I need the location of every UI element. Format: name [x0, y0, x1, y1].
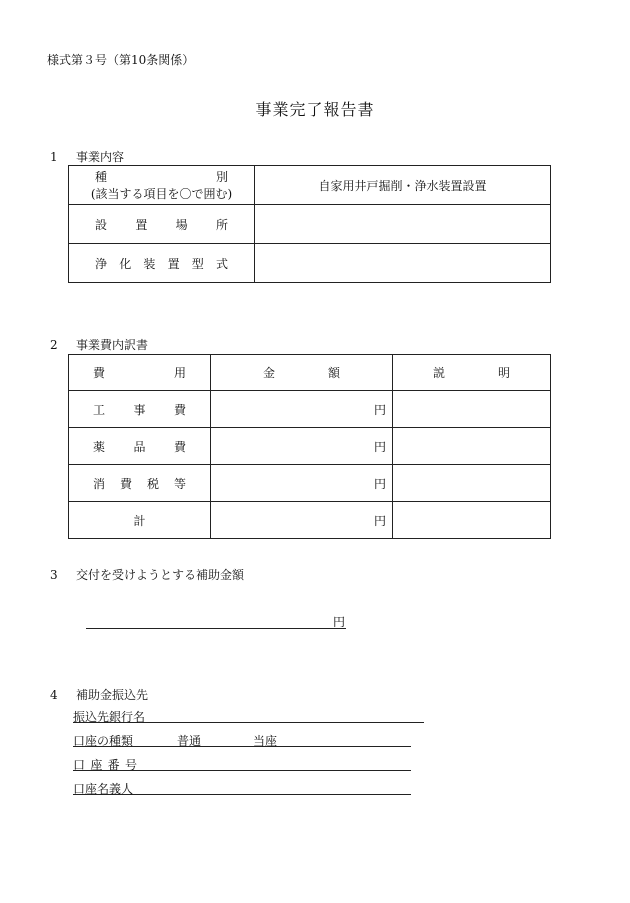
table-row: [69, 205, 551, 244]
header-char: 金: [263, 366, 276, 380]
construction-cost-label: [69, 391, 211, 428]
label-char: 工: [93, 402, 106, 417]
header-description: [393, 355, 551, 391]
account-type-current[interactable]: 当座: [253, 734, 278, 748]
header-char: 額: [327, 366, 340, 380]
table-row: [69, 428, 551, 465]
section-3-title: 交付を受けようとする補助金額: [76, 568, 245, 582]
label-char: 座: [90, 758, 103, 772]
section-2-number: 2: [50, 338, 58, 352]
header-char: 費: [93, 366, 106, 380]
tax-amount[interactable]: 円: [211, 465, 393, 502]
type-label-note: (該当する項目を〇で囲む): [90, 187, 233, 201]
location-label-char: 所: [215, 217, 228, 232]
section-1-heading: [50, 148, 124, 165]
subsidy-amount-field[interactable]: [86, 612, 346, 629]
label-char: 薬: [93, 439, 106, 454]
section-4-title: 補助金振込先: [76, 688, 149, 702]
section-4-number: 4: [50, 688, 58, 702]
model-label-char: 装: [143, 256, 156, 271]
section-3-number: 3: [50, 568, 58, 582]
label-char: 消: [93, 476, 106, 491]
location-label-cell: [69, 205, 255, 244]
type-value-cell[interactable]: 自家用井戸掘削・浄水装置設置: [255, 166, 551, 205]
form-number: 様式第３号（第10条関係）: [47, 53, 195, 67]
bank-name-label: 振込先銀行名: [73, 710, 146, 724]
subsidy-amount-unit: 円: [333, 615, 346, 629]
chemical-cost-description[interactable]: [393, 428, 551, 465]
location-value-cell[interactable]: [255, 205, 551, 244]
model-label-char: 化: [119, 256, 132, 271]
section-4-heading: [50, 686, 148, 703]
account-type-label: 口座の種類: [73, 734, 134, 748]
total-description[interactable]: [393, 502, 551, 539]
model-label-cell: [69, 244, 255, 283]
label-char: 費: [119, 476, 132, 491]
label-char: 費: [173, 439, 186, 454]
location-label-char: 場: [175, 217, 188, 232]
tax-description[interactable]: [393, 465, 551, 502]
account-type-ordinary[interactable]: 普通: [177, 734, 202, 748]
label-char: 番: [107, 758, 120, 772]
label-char: 口: [73, 758, 86, 772]
table-header-row: [69, 355, 551, 391]
model-label-char: 式: [215, 256, 228, 271]
section-2-title: 事業費内訳書: [76, 338, 149, 352]
table-row: [69, 391, 551, 428]
construction-cost-description[interactable]: [393, 391, 551, 428]
table-row: [69, 502, 551, 539]
location-label-char: 設: [95, 217, 108, 232]
table-row: [69, 244, 551, 283]
label-char: 品: [133, 439, 146, 454]
label-char: 号: [124, 758, 137, 772]
type-label-char: 種: [95, 170, 108, 184]
construction-cost-amount[interactable]: 円: [211, 391, 393, 428]
cost-breakdown-table: [68, 354, 551, 539]
chemical-cost-amount[interactable]: 円: [211, 428, 393, 465]
page-title: 事業完了報告書: [255, 100, 375, 119]
section-1-number: 1: [50, 150, 58, 164]
section-3-heading: [50, 566, 244, 583]
header-char: 明: [497, 366, 510, 380]
model-label-char: 浄: [95, 256, 108, 271]
type-label-cell: [69, 166, 255, 205]
business-content-table: [68, 165, 551, 283]
type-label-char: 別: [215, 170, 228, 184]
model-value-cell[interactable]: [255, 244, 551, 283]
tax-label: [69, 465, 211, 502]
account-holder-label: 口座名義人: [73, 782, 134, 796]
header-char: 説: [433, 366, 446, 380]
section-2-heading: [50, 336, 148, 353]
label-char: 等: [173, 476, 186, 491]
total-label: 計: [69, 502, 211, 539]
label-char: 事: [133, 402, 146, 417]
label-char: 税: [146, 476, 159, 491]
header-amount: [211, 355, 393, 391]
table-row: [69, 166, 551, 205]
total-amount[interactable]: 円: [211, 502, 393, 539]
section-1-title: 事業内容: [76, 150, 125, 164]
chemical-cost-label: [69, 428, 211, 465]
model-label-char: 型: [191, 256, 204, 271]
header-char: 用: [173, 366, 186, 380]
header-cost-item: [69, 355, 211, 391]
account-number-label: [73, 756, 137, 773]
location-label-char: 置: [135, 217, 148, 232]
label-char: 費: [173, 402, 186, 417]
table-row: [69, 465, 551, 502]
model-label-char: 置: [167, 256, 180, 271]
